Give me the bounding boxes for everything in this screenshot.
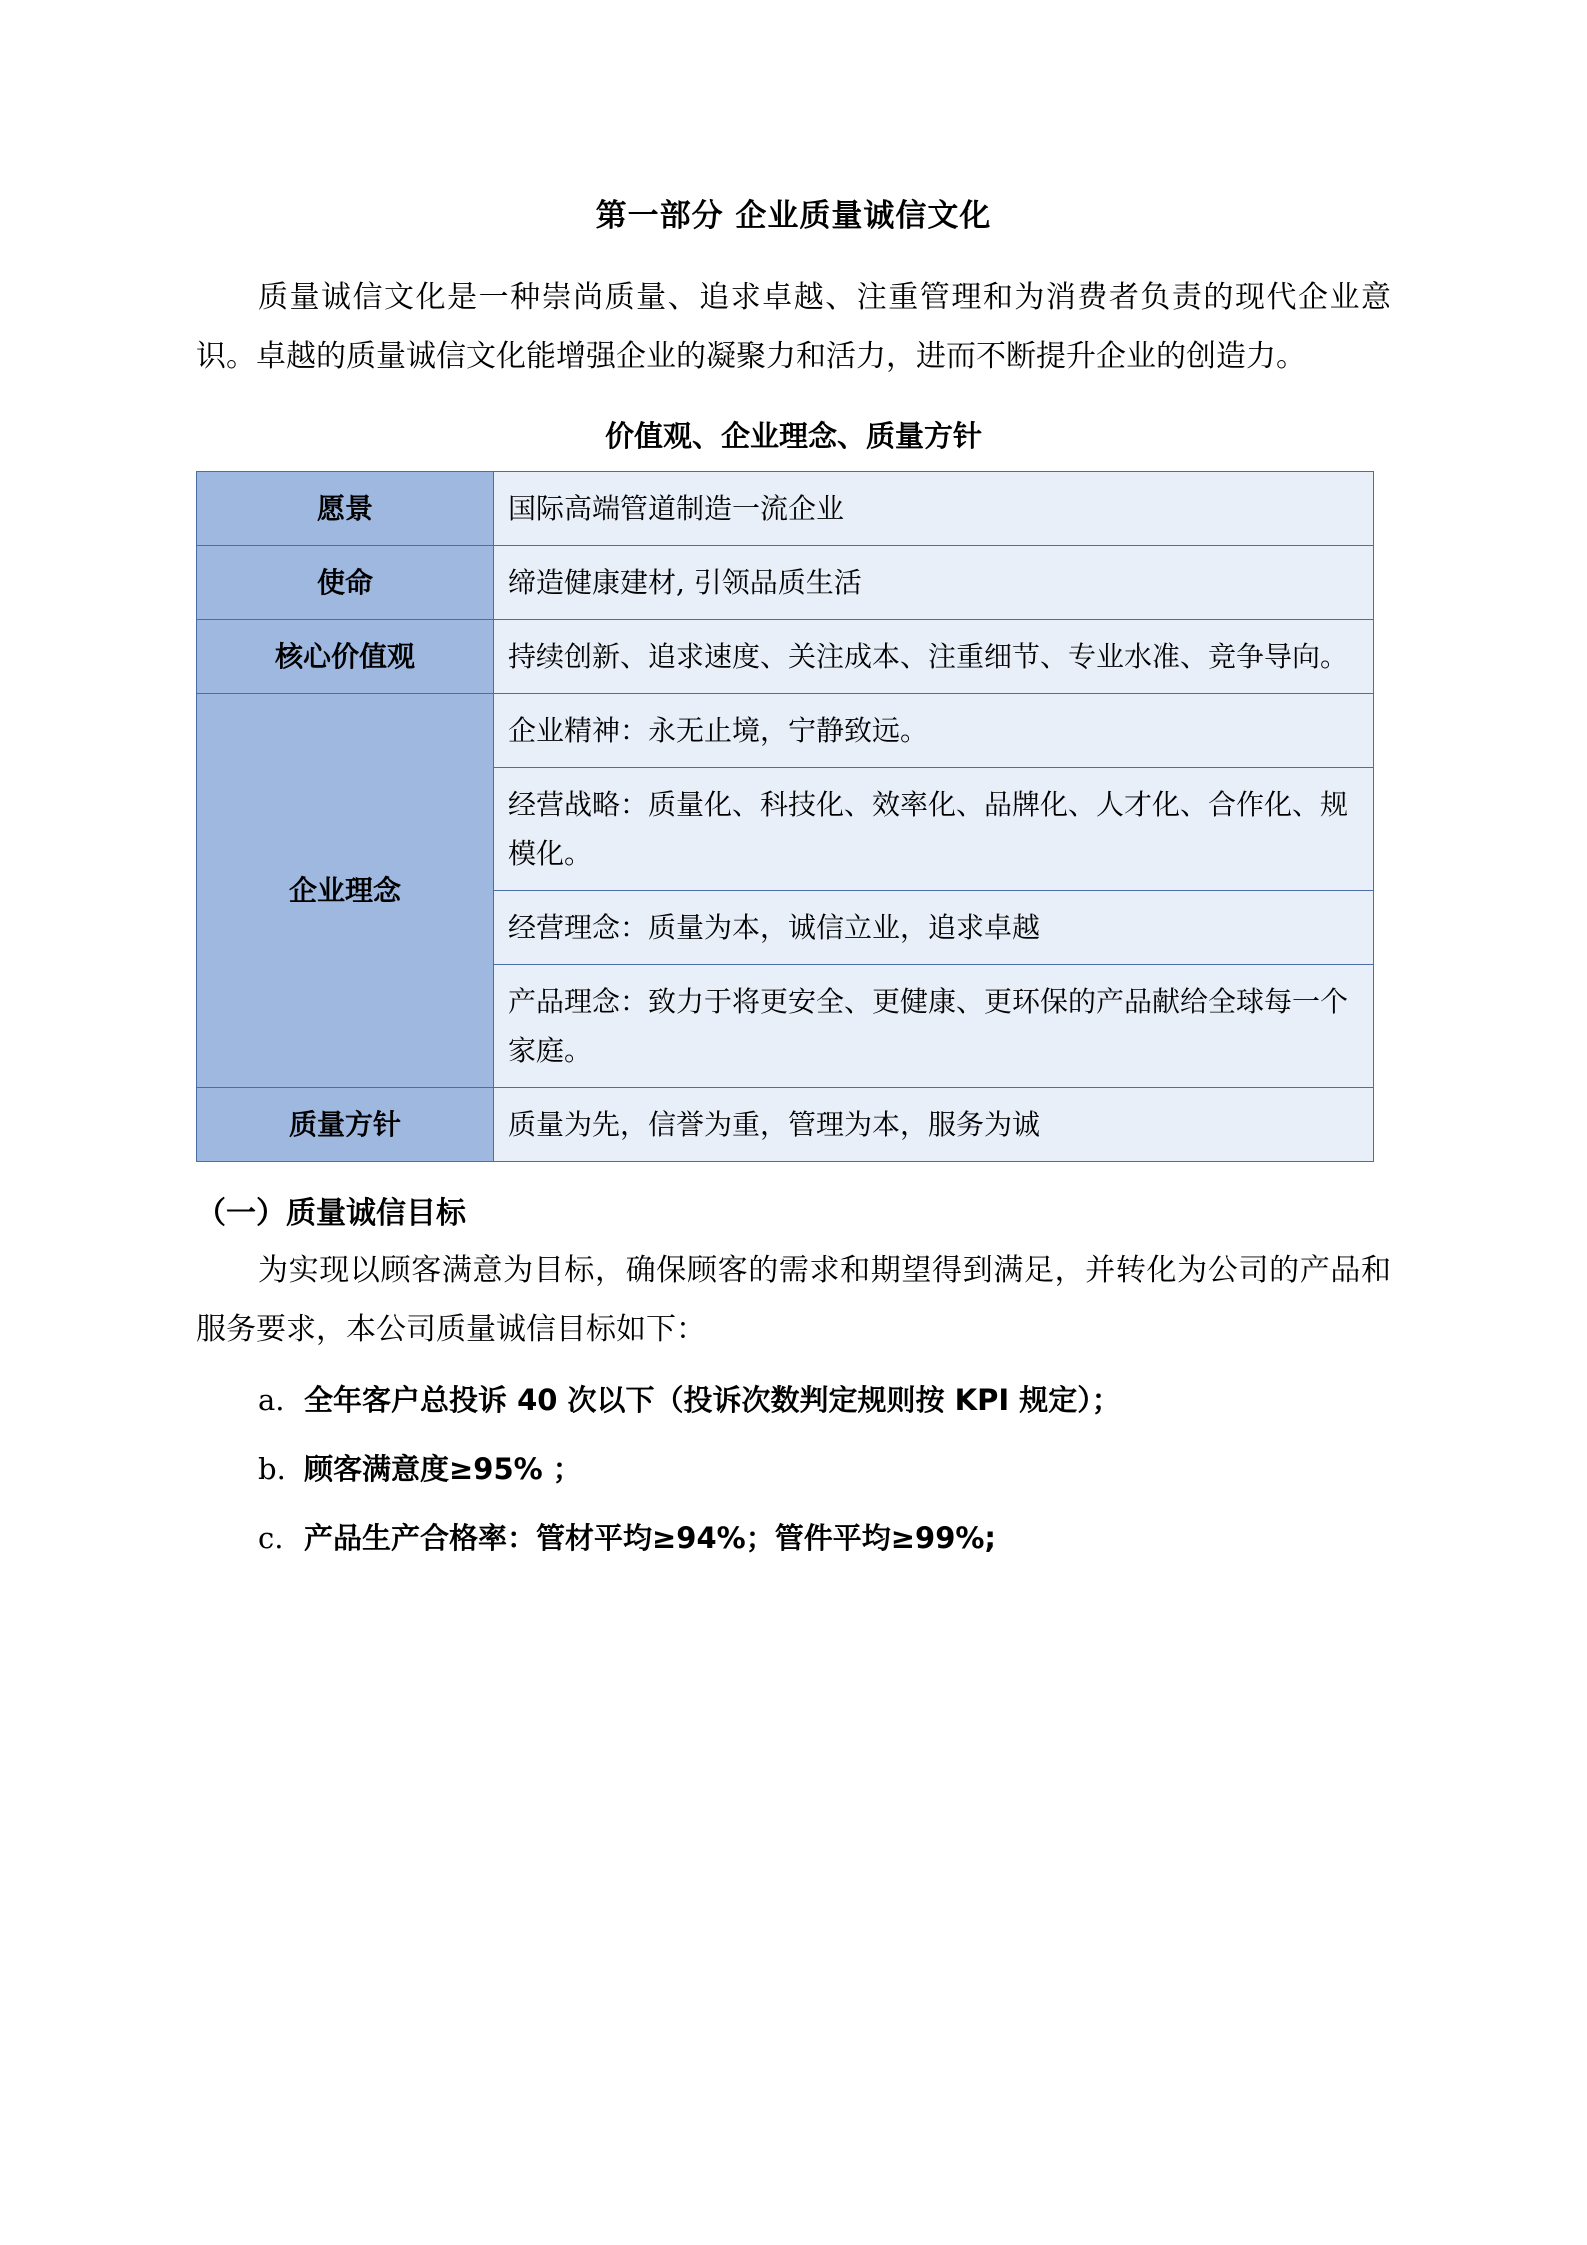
list-item-text: 顾客满意度≥95% ；: [304, 1452, 582, 1487]
list-marker: b.: [258, 1452, 286, 1487]
subsection-paragraph: 为实现以顾客满意为目标，确保顾客的需求和期望得到满足，并转化为公司的产品和服务要求，本公司质量诚信目标如下：: [196, 1253, 1391, 1347]
list-item-text: 全年客户总投诉 40 次以下（投诉次数判定规则按 KPI 规定）；: [304, 1383, 1121, 1417]
table-row: [197, 694, 1374, 768]
values-table: [196, 471, 1374, 1162]
row-label: 愿景: [197, 472, 494, 546]
subsection-heading: （一）质量诚信目标: [196, 1196, 466, 1231]
list-item-text: 产品生产合格率：管材平均≥94%；管件平均≥99%;: [304, 1521, 997, 1556]
row-value: 国际高端管道制造一流企业: [494, 472, 1374, 546]
list-item: [258, 1442, 1391, 1497]
list-item: [258, 1373, 1391, 1428]
table-row: [197, 1088, 1374, 1162]
list-marker: a.: [258, 1383, 285, 1417]
row-value: 经营战略：质量化、科技化、效率化、品牌化、人才化、合作化、规模化。: [494, 768, 1374, 891]
page-title: 第一部分 企业质量诚信文化: [595, 198, 992, 234]
row-label: 核心价值观: [197, 620, 494, 694]
list-marker: c.: [258, 1521, 284, 1556]
row-label: 使命: [197, 546, 494, 620]
row-value: 缔造健康建材, 引领品质生活: [494, 546, 1374, 620]
intro-paragraph: 质量诚信文化是一种崇尚质量、追求卓越、注重管理和为消费者负责的现代企业意识。卓越的质量诚信文化能增强企业的凝聚力和活力，进而不断提升企业的创造力。: [196, 280, 1391, 374]
row-value: 企业精神：永无止境，宁静致远。: [494, 694, 1374, 768]
row-value: 经营理念：质量为本，诚信立业，追求卓越: [494, 891, 1374, 965]
table-title: 价值观、企业理念、质量方针: [604, 419, 982, 453]
row-value: 产品理念：致力于将更安全、更健康、更环保的产品献给全球每一个家庭。: [494, 965, 1374, 1088]
table-row: [197, 620, 1374, 694]
row-value: 持续创新、追求速度、关注成本、注重细节、专业水准、竞争导向。: [494, 620, 1374, 694]
table-row: [197, 546, 1374, 620]
table-row: [197, 472, 1374, 546]
row-label-merged: 企业理念: [197, 694, 494, 1088]
list-item: [258, 1511, 1391, 1566]
row-label: 质量方针: [197, 1088, 494, 1162]
row-value: 质量为先，信誉为重，管理为本，服务为诚: [494, 1088, 1374, 1162]
